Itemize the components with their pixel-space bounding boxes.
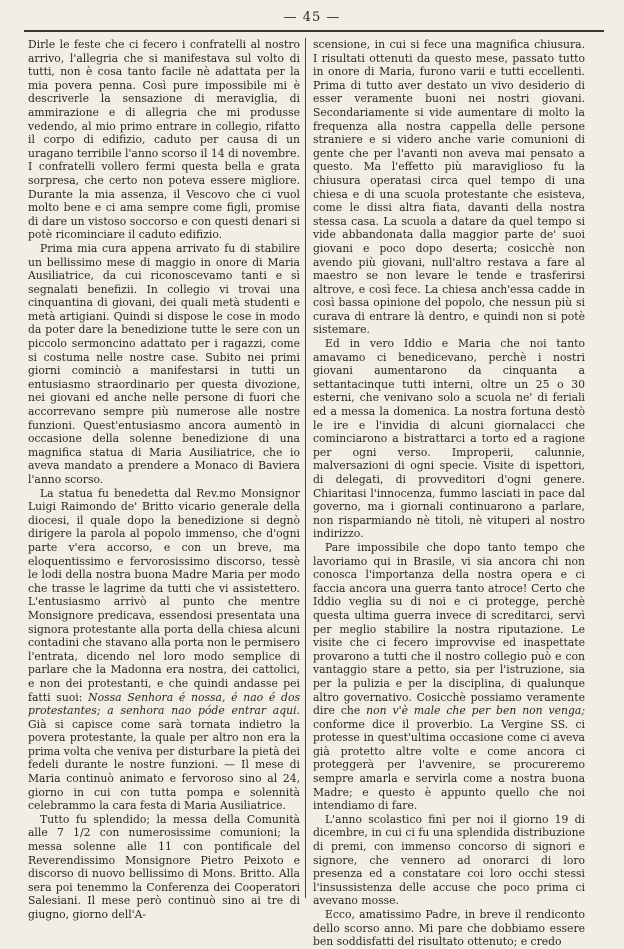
paragraph: [313, 541, 585, 813]
italic-quote: Nossa Senhora é nossa, é nao é dos protestantes; a senhora nao póde entrar aqui.: [28, 690, 300, 718]
paragraph-text: La statua fu benedetta dal Rev.mo Monsignor Luigi Raimondo de' Britto vicario generale della diocesi, il quale dopo la benedizione si degnò dirigere la parola al popolo immenso, che d'ogni parte v'era accorso, e con un breve, ma eloquentissimo e fervorosissimo discorso, tessè le lodi della nostra buona Madre Maria per modo che trasse le lagrime da tutti che vi assistettero. L'entusiasmo arrivò al punto che mentre Monsignore predicava, essendosi presentata una signora protestante alla porta della chiesa alcuni contadini che stavano alla porta non le permisero l'entrata, dicendo nel loro modo semplice di parlare che la Madonna era nostra, dei cattolici, e non dei protestanti, e che quindi andasse pei fatti suoi:: [28, 486, 300, 704]
paragraph: L'anno scolastico finì per noi il giorno 19 di dicembre, in cui ci fu una splendida distribuzione di premi, con immenso concorso di signori e signore, che vennero ad onorarci di loro presenza ed a constatare coi loro occhi stessi l'insussistenza delle accuse che poco prima ci avevano mosse.: [313, 812, 585, 908]
paragraph-text: Già si capisce come sarà tornata indietro la povera protestante, la quale per altro non era la prima volta che veniva per disturbare la pietà dei fedeli durante le nostre funzioni. — Il mese di Maria continuò animato e fervoroso sino al 24, giorno in cui con tutta pompa e solennità celebrammo la cara festa di Maria Ausiliatrice.: [28, 717, 300, 813]
paragraph: Ecco, amatissimo Padre, in breve il rendiconto dello scorso anno. Mi pare che dobbiamo essere ben soddisfatti del risultato ottenuto; e credo: [313, 908, 585, 949]
page-number: — 45 —: [283, 10, 341, 25]
header-rule: [24, 30, 604, 32]
paragraph: Tutto fu splendido; la messa della Comunità alle 7 1/2 con numerosissime comunioni; la messa solenne alle 11 con pontificale del Reverendissimo Monsignore Pietro Peixoto e discorso di nuovo bellissimo di Mons. Britto. Alla sera poi tenemmo la Conferenza dei Cooperatori Salesiani. Il mese però continuò sino ai tre di giugno, giorno dell'A-: [28, 812, 300, 921]
paragraph-text: conforme dice il proverbio. La Vergine SS. ci protesse in quest'ultima occasione come ci aveva già protetto altre volte e come ancora ci proteggerà per l'avvenire, se procureremo sempre amarla e servirla come a nostra buona Madre; e questo è appunto quello che noi intendiamo di fare.: [313, 717, 585, 813]
paragraph: Dirle le feste che ci fecero i confratelli al nostro arrivo, l'allegria che si manifestava sul volto di tutti, non è cosa tanto facile nè adattata per la mia povera penna. Così pure impossibile mi è descriverle la sensazione di meraviglia, di ammirazione e di allegria che mi produsse vedendo, al mio primo entrare in collegio, rifatto il corpo di edifizio, caduto per causa di un uragano terribile l'anno scorso il 14 di novembre. I confratelli vollero fermi questa bella e grata sorpresa, che certo non poteva essere migliore. Durante la mia assenza, il Vescovo che ci vuol molto bene e ci ama sempre come figli, promise di dare un vistoso soccorso e con questi denari si potè ricominciare il caduto edifizio.: [28, 38, 300, 242]
italic-proverb: non v'è male che per ben non venga;: [366, 704, 585, 718]
left-column: [28, 38, 300, 921]
column-divider: [305, 38, 306, 898]
paragraph: Prima mia cura appena arrivato fu di stabilire un bellissimo mese di maggio in onore di Maria Ausiliatrice, da cui riconoscevamo tanti e sì segnalati benefizii. In collegio vi trovai una cinquantina di giovani, dei quali metà studenti e metà artigiani. Quindi si dispose le cose in modo da poter dare la benedizione tutte le sere con un piccolo sermoncino adattato per i ragazzi, come si costuma nelle nostre case. Subito nei primi giorni cominciò a manifestarsi in tutti un entusiasmo straordinario per questa divozione, nei giovani ed anche nelle persone di fuori che accorrevano sempre più numerose alle nostre funzioni. Quest'entusiasmo ancora aumentò in occasione della solenne benedizione di una magnifica statua di Maria Ausiliatrice, che io aveva mandato a prendere a Monaco di Baviera l'anno scorso.: [28, 241, 300, 486]
paragraph: [28, 487, 300, 813]
paragraph: scensione, in cui si fece una magnifica chiusura. I risultati ottenuti da questo mese, passato tutto in onore di Maria, furono varii e tutti eccellenti. Prima di tutto aver destato un vivo desiderio di esser veramente buoni nei nostri giovani. Secondariamente si vide aumentare di molto la frequenza alla nostra cappella delle persone straniere e si videro anche varie comunioni di gente che per l'avanti non aveva mai pensato a questo. Ma l'effetto più maraviglioso fu la chiusura operatasi circa quel tempo di una chiesa e di una scuola protestante che esisteva, come le dissi altra fiata, davanti della nostra stessa casa. La scuola a datare da quel tempo si vide abbandonata dalla maggior parte de' suoi giovani e poco dopo deserta; cosicchè non avendo più giovani, null'altro restava a fare al maestro se non levare le tende e trasferirsi altrove, e così fece. La chiesa anch'essa cadde in così bassa opinione del popolo, che nessun più si curava di entrare là dentro, e quindi non si potè sistemare.: [313, 38, 585, 337]
paragraph-text: Pare impossibile che dopo tanto tempo che lavoriamo qui in Brasile, vi sia ancora chi non conosca l'importanza della nostra opera e ci faccia ancora una guerra tanto atroce! Certo che Iddio veglia su di noi e ci protegge, perchè questa ultima guerra invece di screditarci, servì per meglio stabilire la nostra riputazione. Le visite che ci fecero improvvise ed inaspettate provarono a tutti che il nostro collegio può e con vantaggio stare a petto, sia per l'istruzione, sia per la pulizia e per la disciplina, di qualunque altro governativo. Cosicchè possiamo veramente dire che: [313, 540, 585, 718]
right-column: [313, 38, 585, 949]
paragraph: Ed in vero Iddio e Maria che noi tanto amavamo ci benedicevano, perchè i nostri giovani aumentarono da cinquanta a settantacinque tutti interni, oltre un 25 o 30 esterni, che venivano solo a scuola ne' di feriali ed a messa la domenica. La nostra fortuna destò le ire e l'invidia di alcuni giornalacci che cominciarono a bistrattarci a torto ed a ragione per ogni verso. Improperii, calunnie, malversazioni di ogni specie. Visite di ispettori, di delegati, di provveditori d'ogni genere. Chiaritasi l'innocenza, fummo lasciati in pace dal governo, ma i giornali continuarono a parlare, non risparmiando nè titoli, nè vituperi al nostro indirizzo.: [313, 337, 585, 541]
